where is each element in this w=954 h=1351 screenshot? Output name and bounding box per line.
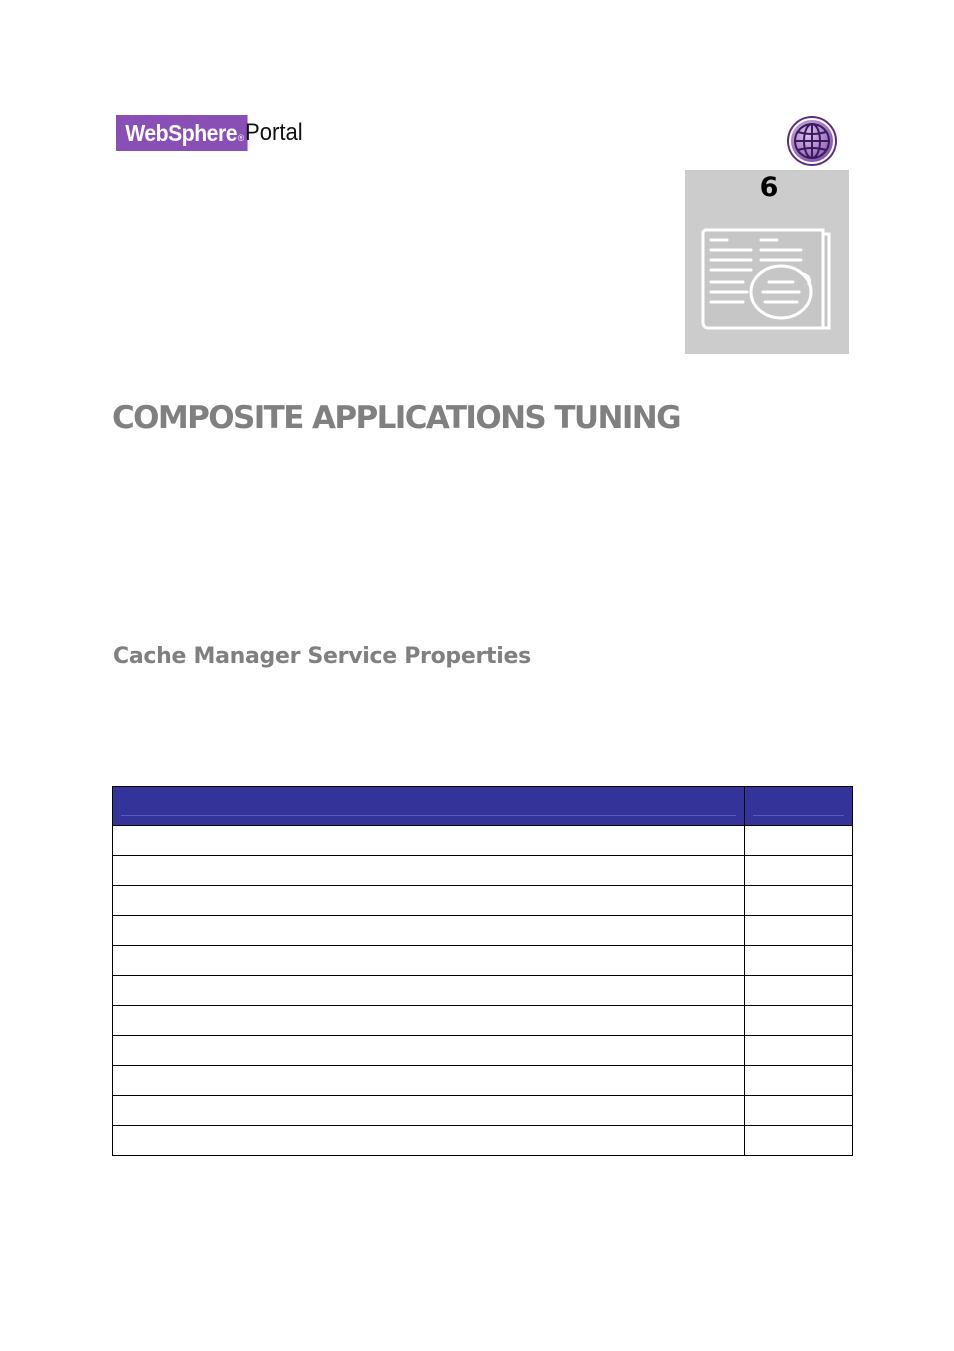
table-row	[113, 946, 853, 976]
header-cell-property	[113, 787, 745, 826]
chapter-card	[685, 170, 849, 354]
table-cell-property	[113, 886, 745, 916]
table-cell-value	[745, 976, 853, 1006]
table-row	[113, 1066, 853, 1096]
table-cell-property	[113, 946, 745, 976]
table-cell-property	[113, 1066, 745, 1096]
table-row	[113, 1036, 853, 1066]
header-cell-value	[745, 787, 853, 826]
section-title: Cache Manager Service Properties	[113, 644, 531, 669]
cache-properties-table	[112, 786, 853, 1156]
logo-brand: WebSphere	[125, 119, 238, 146]
logo-product: Portal	[244, 119, 303, 146]
table-row	[113, 886, 853, 916]
table-cell-property	[113, 1036, 745, 1066]
document-magnifier-icon	[699, 226, 835, 332]
table-row	[113, 1126, 853, 1156]
table-row	[113, 856, 853, 886]
table-cell-value	[745, 1096, 853, 1126]
table-cell-value	[745, 916, 853, 946]
table-row	[113, 1006, 853, 1036]
globe-icon	[786, 115, 838, 167]
table-header-row	[113, 787, 853, 826]
websphere-portal-logo	[116, 115, 321, 151]
main-title: COMPOSITE APPLICATIONS TUNING	[112, 400, 680, 436]
table-cell-value	[745, 946, 853, 976]
table-cell-property	[113, 1126, 745, 1156]
registered-mark: ®	[238, 133, 244, 143]
table-cell-value	[745, 1066, 853, 1096]
table-body	[113, 826, 853, 1156]
table-cell-property	[113, 856, 745, 886]
table-cell-value	[745, 1036, 853, 1066]
table-row	[113, 1096, 853, 1126]
table-cell-property	[113, 1006, 745, 1036]
table-cell-value	[745, 856, 853, 886]
table-cell-property	[113, 1096, 745, 1126]
table-cell-property	[113, 916, 745, 946]
table-cell-value	[745, 1006, 853, 1036]
table-row	[113, 976, 853, 1006]
chapter-number: 6	[759, 172, 779, 203]
table-cell-value	[745, 886, 853, 916]
table-cell-property	[113, 826, 745, 856]
websphere-badge	[116, 115, 247, 151]
table-row	[113, 826, 853, 856]
table-cell-property	[113, 976, 745, 1006]
table-cell-value	[745, 1126, 853, 1156]
table-row	[113, 916, 853, 946]
table-cell-value	[745, 826, 853, 856]
